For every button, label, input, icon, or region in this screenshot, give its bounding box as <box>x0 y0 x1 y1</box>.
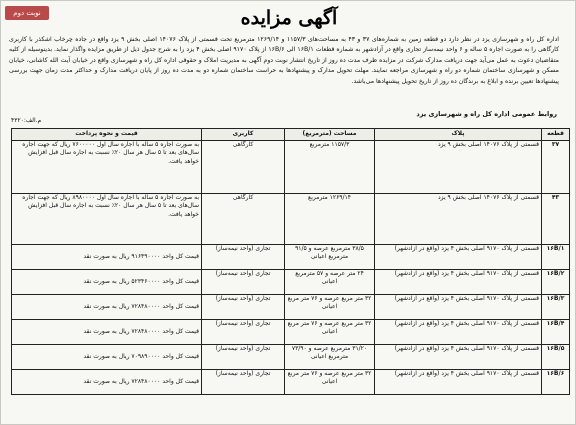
cell-lot: ۱۶B/۴ <box>542 320 570 345</box>
cell-use: کارگاهی <box>202 141 285 194</box>
header-price: قیمت و نحوه پرداخت <box>12 129 202 141</box>
cell-price: قیمت کل واحد ۷۰۹۸۹۰۰۰۰ ریال به صورت نقد <box>12 345 202 370</box>
page-title: آگهی مزایده <box>240 7 338 29</box>
reference-number: م.الف:۴۳۲۰ <box>11 117 42 124</box>
intro-paragraph: اداره کل راه و شهرسازی یزد در نظر دارد دو قطعه زمین به شماره‌های ۳۷ و ۴۳ به مساحت‌های ۱۱۵۷/۳ و ۱۲۶۹/۱۴ مترمربع تحت قسمتی از پلاک ۱۴۰۷۶ اصلی بخش ۹ یزد واقع در جاده چرخاب اشکذر با کاربری کارگاهی را به صورت اجاره ۵ ساله و ۶ واحد نیمه‌ساز تجاری واقع در آزادشهر به شماره قطعات ۱۶B/۱ الی ۱۶B/۶ از پلاک ۹۱۷۰ اصلی بخش ۴ یزد را به شرح جدول ذیل از طریق مزایده واگذار نماید. بدینوسیله از کلیه متقاضیان دعوت به عمل می‌آید جهت دریافت مدارک شرکت در مزایده ظرف مدت ده روز از تاریخ انتشار نوبت دوم آگهی به مدیریت املاک و حقوقی اداره کل راه و شهرسازی واقع در خیابان آیت الله کاشانی، خیابان مسکن و شهرسازی ساختمان شماره دو راه و شهرسازی مراجعه نمایند. مهلت تحویل مدارک و پیشنهادها به حراست ساختمان شماره دو به مدت ده روز از پایان دریافت مدارک و حداکثر مدت زمان جهت بررسی پیشنهادها تعیین برنده و ابلاغ به برندگان ده روز از تاریخ تحویل پیشنهادها می‌باشد. <box>9 36 559 85</box>
cell-use: تجاری (واحد نیمه‌ساز) <box>202 320 285 345</box>
cell-use: تجاری (واحد نیمه‌ساز) <box>202 370 285 395</box>
auction-table <box>11 128 570 395</box>
table-row <box>12 295 570 320</box>
edition-badge: نوبت دوم <box>5 6 49 20</box>
header-lot: قطعه <box>542 129 570 141</box>
table-header-row <box>12 129 570 141</box>
cell-area: ۱۲۶۹/۱۴ مترمربع <box>285 194 375 245</box>
cell-area: ۳۱/۲۰ مترمربع عرصه و ۷۳/۹۰ مترمربع اعیانی <box>285 345 375 370</box>
cell-plaque: قسمتی از پلاک ۹۱۷۰ اصلی بخش ۴ یزد (واقع در آزادشهر) <box>375 320 542 345</box>
cell-price: قیمت کل واحد ۷۲۸۴۸۰۰۰۰ ریال به صورت نقد <box>12 370 202 395</box>
cell-use: کارگاهی <box>202 194 285 245</box>
cell-lot: ۱۶B/۵ <box>542 345 570 370</box>
cell-area: ۳۸/۵ مترمربع عرصه و ۹۱/۵ مترمربع اعیانی <box>285 245 375 270</box>
table-row <box>12 370 570 395</box>
cell-plaque: قسمتی از پلاک ۹۱۷۰ اصلی بخش ۴ یزد (واقع در آزادشهر) <box>375 345 542 370</box>
cell-price: قیمت کل واحد ۷۲۸۴۸۰۰۰۰ ریال به صورت نقد <box>12 320 202 345</box>
publisher-signature: روابط عمومی اداره کل راه و شهرسازی یزد <box>416 110 557 118</box>
cell-use: تجاری (واحد نیمه‌ساز) <box>202 245 285 270</box>
cell-use: تجاری (واحد نیمه‌ساز) <box>202 295 285 320</box>
cell-lot: ۱۶B/۱ <box>542 245 570 270</box>
table-row <box>12 194 570 245</box>
cell-price: قیمت کل واحد ۵۲۳۴۶۰۰۰۰ ریال به صورت نقد <box>12 270 202 295</box>
cell-use: تجاری (واحد نیمه‌ساز) <box>202 270 285 295</box>
table-row <box>12 141 570 194</box>
cell-price: قیمت کل واحد ۹۱۶۴۹۰۰۰۰ ریال به صورت نقد <box>12 245 202 270</box>
cell-lot: ۱۶B/۳ <box>542 295 570 320</box>
cell-area: ۲۴ متر عرصه و ۵۷ مترمربع اعیانی <box>285 270 375 295</box>
table-row <box>12 270 570 295</box>
cell-use: تجاری (واحد نیمه‌ساز) <box>202 345 285 370</box>
cell-area: ۱۱۵۷/۳ مترمربع <box>285 141 375 194</box>
cell-price: قیمت کل واحد ۷۲۸۴۸۰۰۰۰ ریال به صورت نقد <box>12 295 202 320</box>
cell-area: ۳۲ متر مربع عرصه و ۷۶ متر مربع اعیانی <box>285 320 375 345</box>
cell-lot: ۱۶B/۲ <box>542 270 570 295</box>
cell-plaque: قسمتی از پلاک ۹۱۷۰ اصلی بخش ۴ یزد (واقع در آزادشهر) <box>375 295 542 320</box>
cell-lot: ۴۳ <box>542 194 570 245</box>
cell-area: ۳۲ متر مربع عرصه و ۷۶ متر مربع اعیانی <box>285 295 375 320</box>
cell-plaque: قسمتی از پلاک ۱۴۰۷۶ اصلی بخش ۹ یزد <box>375 141 542 194</box>
table-row <box>12 320 570 345</box>
header-use: کاربری <box>202 129 285 141</box>
table-row <box>12 245 570 270</box>
cell-price: به صورت اجاره ۵ ساله با اجاره سال اول ۷۶۰۰۰۰۰ ریال که جهت اجاره سال‌های بعد تا ۵ سال هر سال ۲۰٪ نسبت به اجاره سال قبل افزایش خواهد یافت. <box>12 141 202 194</box>
table-row <box>12 345 570 370</box>
cell-plaque: قسمتی از پلاک ۹۱۷۰ اصلی بخش ۴ یزد (واقع در آزادشهر) <box>375 370 542 395</box>
cell-plaque: قسمتی از پلاک ۹۱۷۰ اصلی بخش ۴ یزد (واقع در آزادشهر) <box>375 245 542 270</box>
cell-plaque: قسمتی از پلاک ۱۴۰۷۶ اصلی بخش ۹ یزد <box>375 194 542 245</box>
cell-price: به صورت اجاره ۵ ساله با اجاره سال اول ۸۹۸۰۰۰۰ ریال که جهت اجاره سال‌های بعد تا ۵ سال هر سال ۲۰٪ نسبت به اجاره سال قبل افزایش خواهد یافت. <box>12 194 202 245</box>
cell-area: ۳۲ متر مربع عرصه و ۷۶ متر مربع اعیانی <box>285 370 375 395</box>
cell-lot: ۳۷ <box>542 141 570 194</box>
cell-lot: ۱۶B/۶ <box>542 370 570 395</box>
cell-plaque: قسمتی از پلاک ۹۱۷۰ اصلی بخش ۴ یزد (واقع در آزادشهر) <box>375 270 542 295</box>
header-plaque: پلاک <box>375 129 542 141</box>
header-area: مساحت (مترمربع) <box>285 129 375 141</box>
